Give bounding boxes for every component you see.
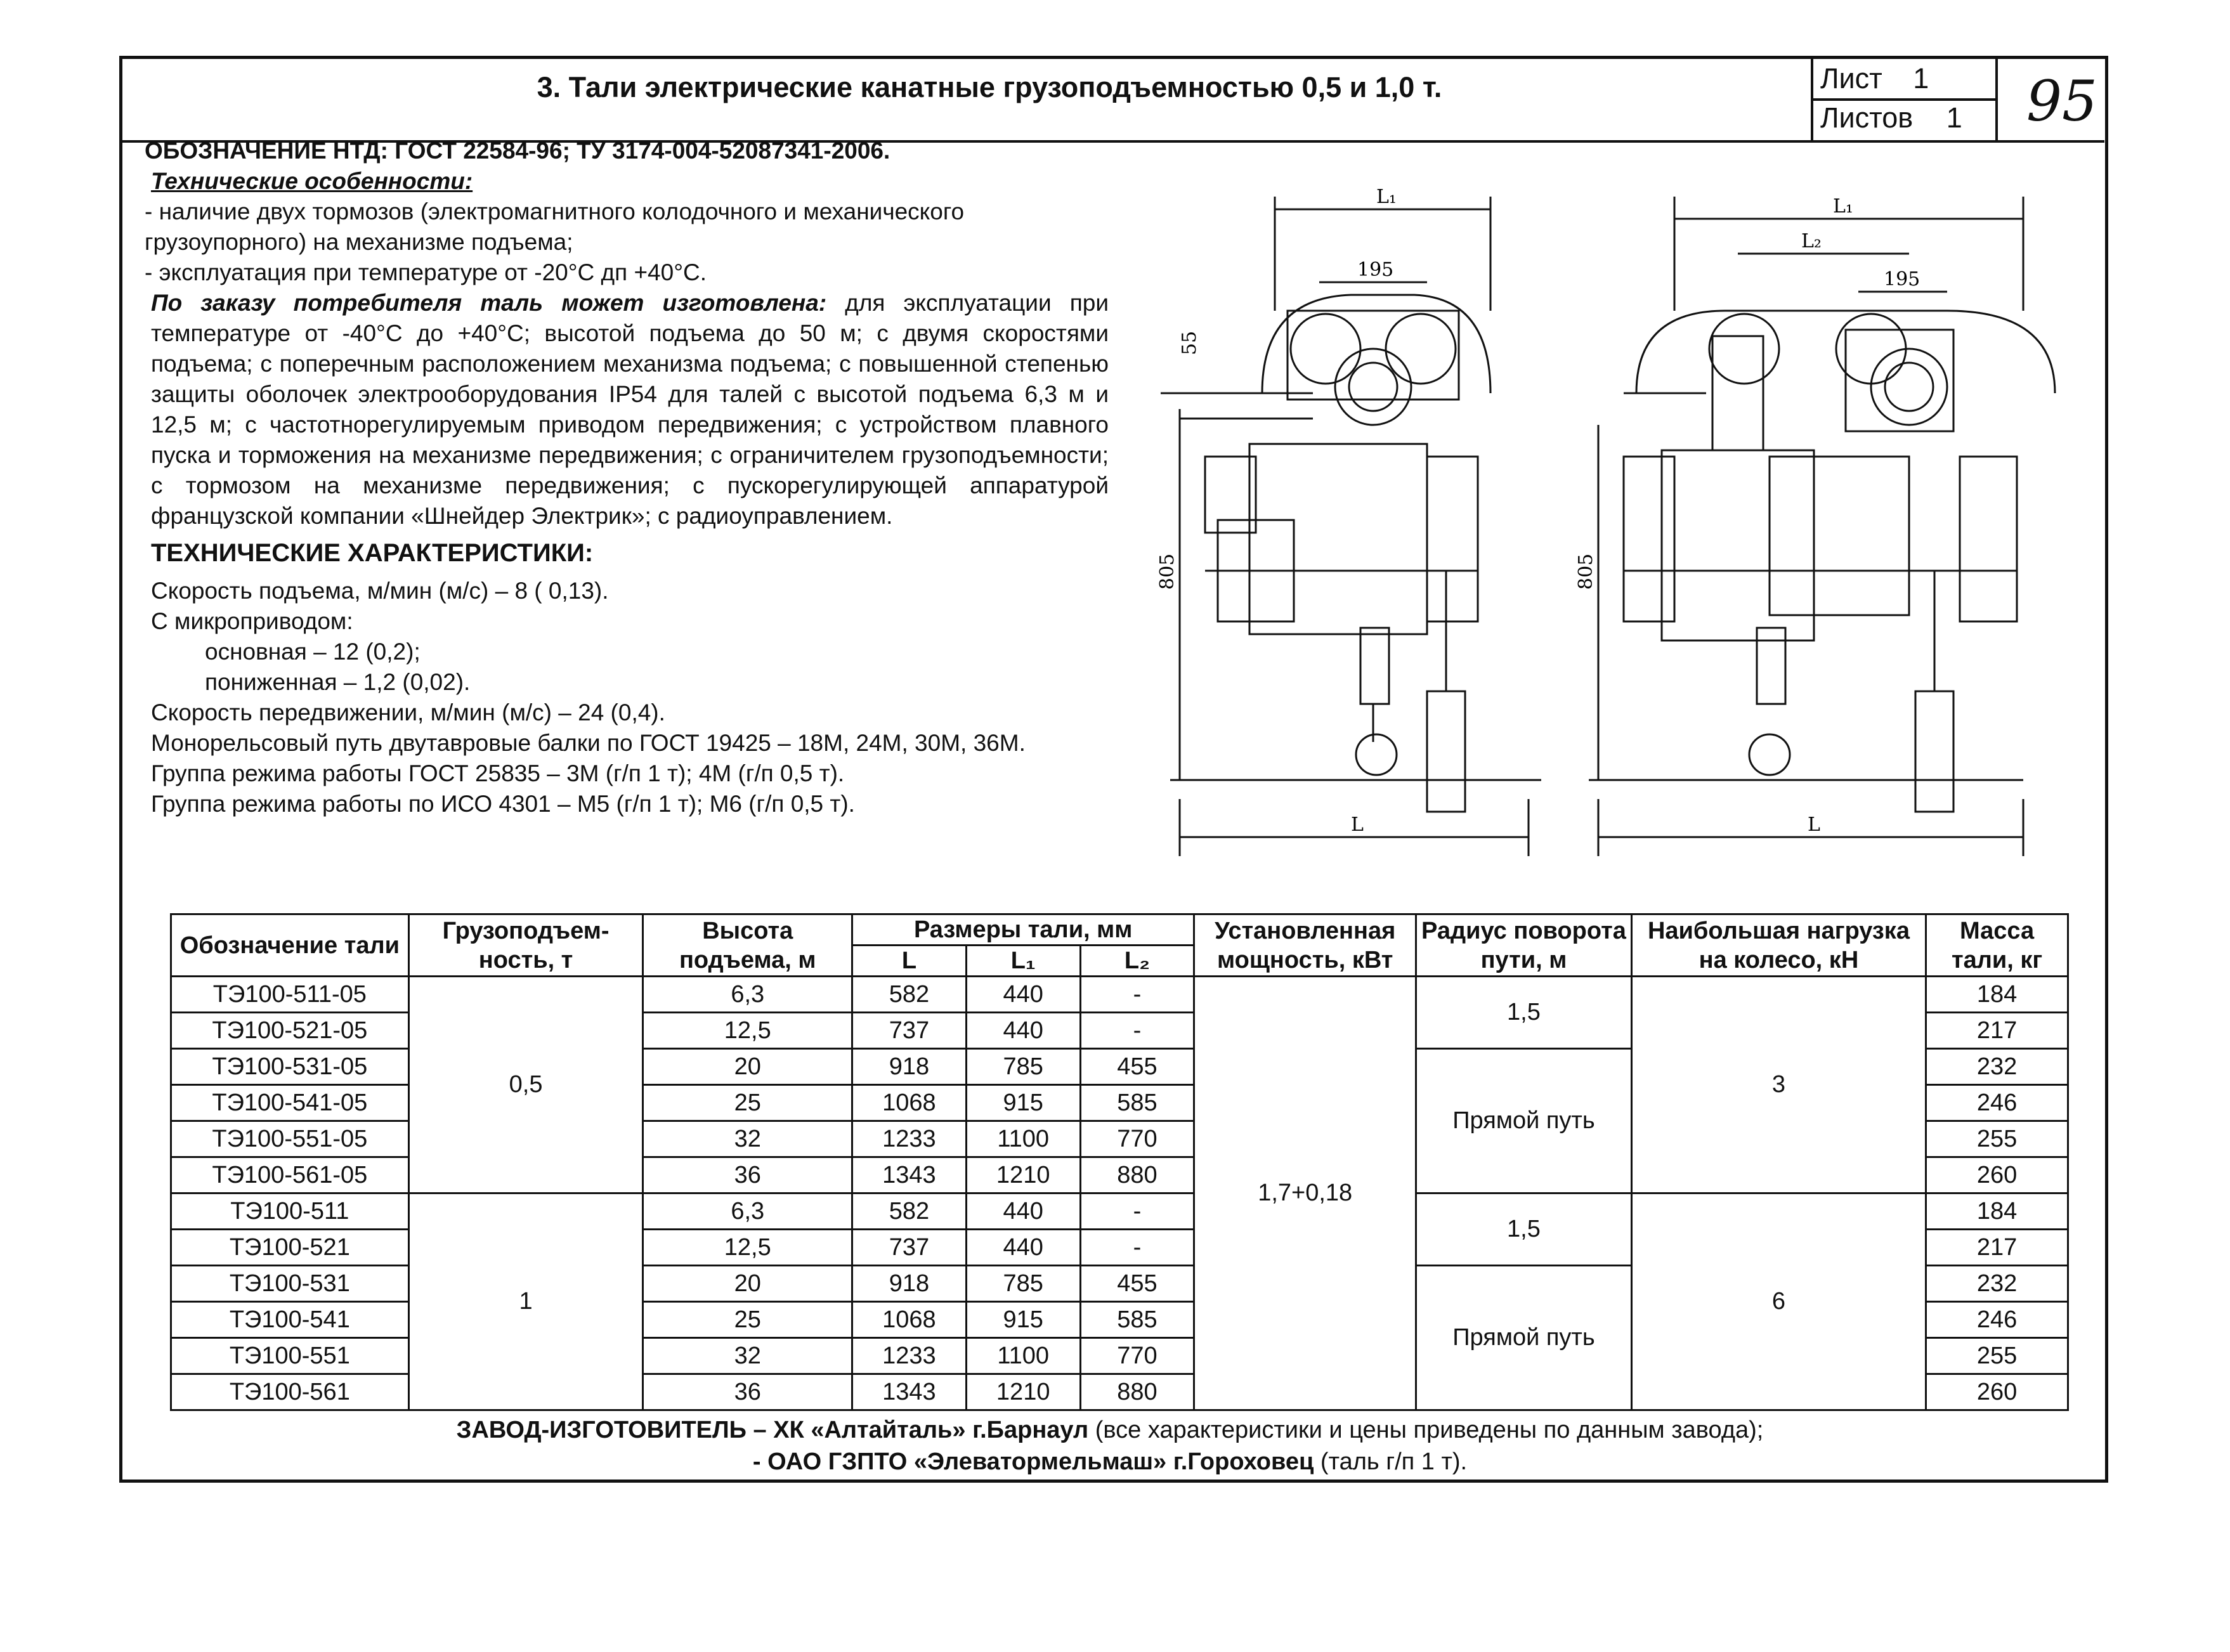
cell-designation: ТЭ100-541 [171,1302,409,1338]
dim-195-label-2: 195 [1884,268,1920,290]
cell-l2: 880 [1080,1374,1194,1410]
cell-height: 20 [643,1049,852,1085]
cell-l1: 785 [966,1049,1080,1085]
description-block [145,136,1109,819]
cell-l1: 440 [966,1013,1080,1049]
cell-l2: 770 [1080,1121,1194,1157]
cell-designation: ТЭ100-521-05 [171,1013,409,1049]
header-mass: Масса тали, кг [1926,914,2068,977]
sheet-value: 1 [1913,62,1929,94]
cell-straight: Прямой путь [1416,1266,1632,1410]
cell-mass: 217 [1926,1013,2068,1049]
footer-line-1 [190,1414,2030,1446]
cell-height: 6,3 [643,977,852,1013]
cell-designation: ТЭ100-551-05 [171,1121,409,1157]
feature-2: - эксплуатация при температуре от -20°С дп +40°С. [145,259,707,285]
footer-line-2 [190,1446,2030,1478]
cell-l: 1343 [852,1157,967,1193]
cell-l2: 880 [1080,1157,1194,1193]
cell-height: 32 [643,1121,852,1157]
dim-l2-label: L₂ [1801,230,1822,252]
cell-l: 918 [852,1049,967,1085]
cell-l1: 915 [966,1085,1080,1121]
cell-l2: - [1080,1193,1194,1230]
cell-height: 6,3 [643,1193,852,1230]
cell-designation: ТЭ100-531 [171,1266,409,1302]
cell-mass: 246 [1926,1085,2068,1121]
cell-l2: - [1080,1230,1194,1266]
cell-designation: ТЭ100-521 [171,1230,409,1266]
cell-l1: 915 [966,1302,1080,1338]
cell-l1: 1100 [966,1338,1080,1374]
cell-l: 582 [852,977,967,1013]
cell-designation: ТЭ100-511 [171,1193,409,1230]
header-l: L [852,946,967,977]
cell-l2: - [1080,1013,1194,1049]
spec-2: С микроприводом: [151,608,353,634]
table-row [171,1193,2068,1230]
cell-designation: ТЭ100-541-05 [171,1085,409,1121]
header-wheel-load: Наибольшая нагрузка на колесо, кН [1631,914,1926,977]
cell-mass: 260 [1926,1157,2068,1193]
spec-1: Скорость подъема, м/мин (м/с) – 8 ( 0,13). [151,578,609,604]
cell-height: 12,5 [643,1230,852,1266]
cell-mass: 217 [1926,1230,2068,1266]
header-l2: L₂ [1080,946,1194,977]
cell-designation: ТЭ100-511-05 [171,977,409,1013]
dim-l1-label: L₁ [1376,186,1397,208]
header-lift-height: Высота подъема, м [643,914,852,977]
cell-l1: 1100 [966,1121,1080,1157]
cell-l1: 1210 [966,1157,1080,1193]
footer-line-1-bold: ЗАВОД-ИЗГОТОВИТЕЛЬ – ХК «Алтайталь» г.Барнаул [456,1417,1089,1443]
sheet-divider [1811,98,1998,101]
cell-height: 20 [643,1266,852,1302]
cell-designation: ТЭ100-531-05 [171,1049,409,1085]
cell-l: 1343 [852,1374,967,1410]
cell-height: 36 [643,1157,852,1193]
dim-l1-label-2: L₁ [1833,195,1853,218]
cell-designation: ТЭ100-551 [171,1338,409,1374]
spec-5: Скорость передвижении, м/мин (м/с) – 24 (0,4). [151,699,665,725]
header-designation: Обозначение тали [171,914,409,977]
specs-table [170,913,2069,1411]
cell-mass: 232 [1926,1266,2068,1302]
cell-wheel-load: 6 [1631,1193,1926,1410]
cell-l1: 440 [966,977,1080,1013]
cell-radius: 1,5 [1416,977,1632,1049]
sheets-label-row [1820,101,1962,134]
spec-8: Группа режима работы по ИСО 4301 – М5 (г/п 1 т); М6 (г/п 0,5 т). [151,791,855,817]
cell-radius: 1,5 [1416,1193,1632,1266]
cell-l: 1233 [852,1338,967,1374]
cell-l1: 785 [966,1266,1080,1302]
header-dimensions: Размеры тали, мм [852,914,1194,946]
dim-195-label: 195 [1357,259,1394,281]
cell-l: 1233 [852,1121,967,1157]
spec-3: основная – 12 (0,2); [205,639,421,665]
cell-wheel-load: 3 [1631,977,1926,1193]
cell-mass: 184 [1926,977,2068,1013]
cell-designation: ТЭ100-561-05 [171,1157,409,1193]
cell-l: 1068 [852,1085,967,1121]
cell-height: 25 [643,1302,852,1338]
cell-mass: 260 [1926,1374,2068,1410]
feature-1: - наличие двух тормозов (электромагнитного колодочного и механического грузоупорного) на механизме подъема; [145,198,965,255]
manufacturer-footer [190,1414,2030,1478]
cell-l1: 440 [966,1193,1080,1230]
features-heading: Технические особенности: [151,168,473,194]
cell-l: 582 [852,1193,967,1230]
header-l1: L₁ [966,946,1080,977]
cell-l2: 585 [1080,1302,1194,1338]
cell-capacity: 0,5 [408,977,643,1193]
dim-55-label: 55 [1178,330,1201,355]
footer-line-1-rest: (все характеристики и цены приведены по данным завода); [1088,1417,1764,1443]
cell-height: 25 [643,1085,852,1121]
cell-height: 32 [643,1338,852,1374]
sheet-label-row [1820,62,1929,95]
cell-l: 737 [852,1230,967,1266]
dim-l-label-2: L [1808,814,1820,836]
spec-6: Монорельсовый путь двутавровые балки по ГОСТ 19425 – 18М, 24М, 30М, 36М. [151,730,1026,756]
cell-mass: 255 [1926,1338,2068,1374]
cell-designation: ТЭ100-561 [171,1374,409,1410]
cell-l1: 1210 [966,1374,1080,1410]
specs-heading: ТЕХНИЧЕСКИЕ ХАРАКТЕРИСТИКИ: [151,539,594,567]
dim-805-label: 805 [1156,553,1178,590]
cell-l: 918 [852,1266,967,1302]
header-radius: Радиус поворота пути, м [1416,914,1632,977]
sheet-label: Лист [1820,62,1882,94]
cell-l1: 440 [966,1230,1080,1266]
cell-l2: 770 [1080,1338,1194,1374]
table-row [171,977,2068,1013]
hoist-drawing-side [1575,184,2061,862]
header-capacity: Грузоподъем-ность, т [408,914,643,977]
cell-mass: 184 [1926,1193,2068,1230]
footer-line-2-bold: - ОАО ГЗПТО «Элеватормельмаш» г.Гороховец [752,1448,1314,1475]
footer-line-2-rest: (таль г/п 1 т). [1314,1448,1468,1475]
sheets-label: Листов [1820,101,1914,134]
cell-l: 1068 [852,1302,967,1338]
page-title: 3. Тали электрические канатные грузоподъемностью 0,5 и 1,0 т. [537,71,1442,103]
cell-height: 12,5 [643,1013,852,1049]
cell-mass: 246 [1926,1302,2068,1338]
spec-4: пониженная – 1,2 (0,02). [205,669,471,695]
order-paragraph [145,288,1109,531]
cell-straight: Прямой путь [1416,1049,1632,1193]
cell-mass: 255 [1926,1121,2068,1157]
cell-mass: 232 [1926,1049,2068,1085]
dim-l-label: L [1351,814,1364,836]
hoist-drawing-front [1156,184,1567,862]
page-number: 95 [2026,68,2097,134]
sheet-divider-vertical [1995,59,1998,140]
spec-7: Группа режима работы ГОСТ 25835 – 3М (г/п 1 т); 4М (г/п 0,5 т). [151,760,845,786]
cell-power: 1,7+0,18 [1194,977,1416,1410]
header-power: Установленная мощность, кВт [1194,914,1416,977]
order-lead: По заказу потребителя таль может изготовлена: [151,290,827,316]
standard-line: ОБОЗНАЧЕНИЕ НТД: ГОСТ 22584-96; ТУ 3174-004-52087341-2006. [145,138,890,164]
dim-805-label-2: 805 [1575,553,1597,590]
sheets-value: 1 [1946,101,1962,134]
order-text: для эксплуатации при температуре от -40°С до +40°С; высотой подъема до 50 м; с двумя скоростями подъема; с поперечным расположением механизма подъема; с повышенной степенью защиты оболочек электрооборудования IP54 для талей с высотой подъема 6,3 м и 12,5 м; с частотнорегулируемым приводом передвижения; с устройством плавного пуска и торможения на механизме передвижения; с ограничителем грузоподъемности; с тормозом на механизме передвижения; с пускорегулирующей аппаратурой французской компании «Шнейдер Электрик»; с радиоуправлением. [151,290,1109,529]
cell-l2: 455 [1080,1049,1194,1085]
cell-l: 737 [852,1013,967,1049]
cell-l2: 585 [1080,1085,1194,1121]
cell-l2: 455 [1080,1266,1194,1302]
cell-capacity: 1 [408,1193,643,1410]
cell-l2: - [1080,977,1194,1013]
cell-height: 36 [643,1374,852,1410]
